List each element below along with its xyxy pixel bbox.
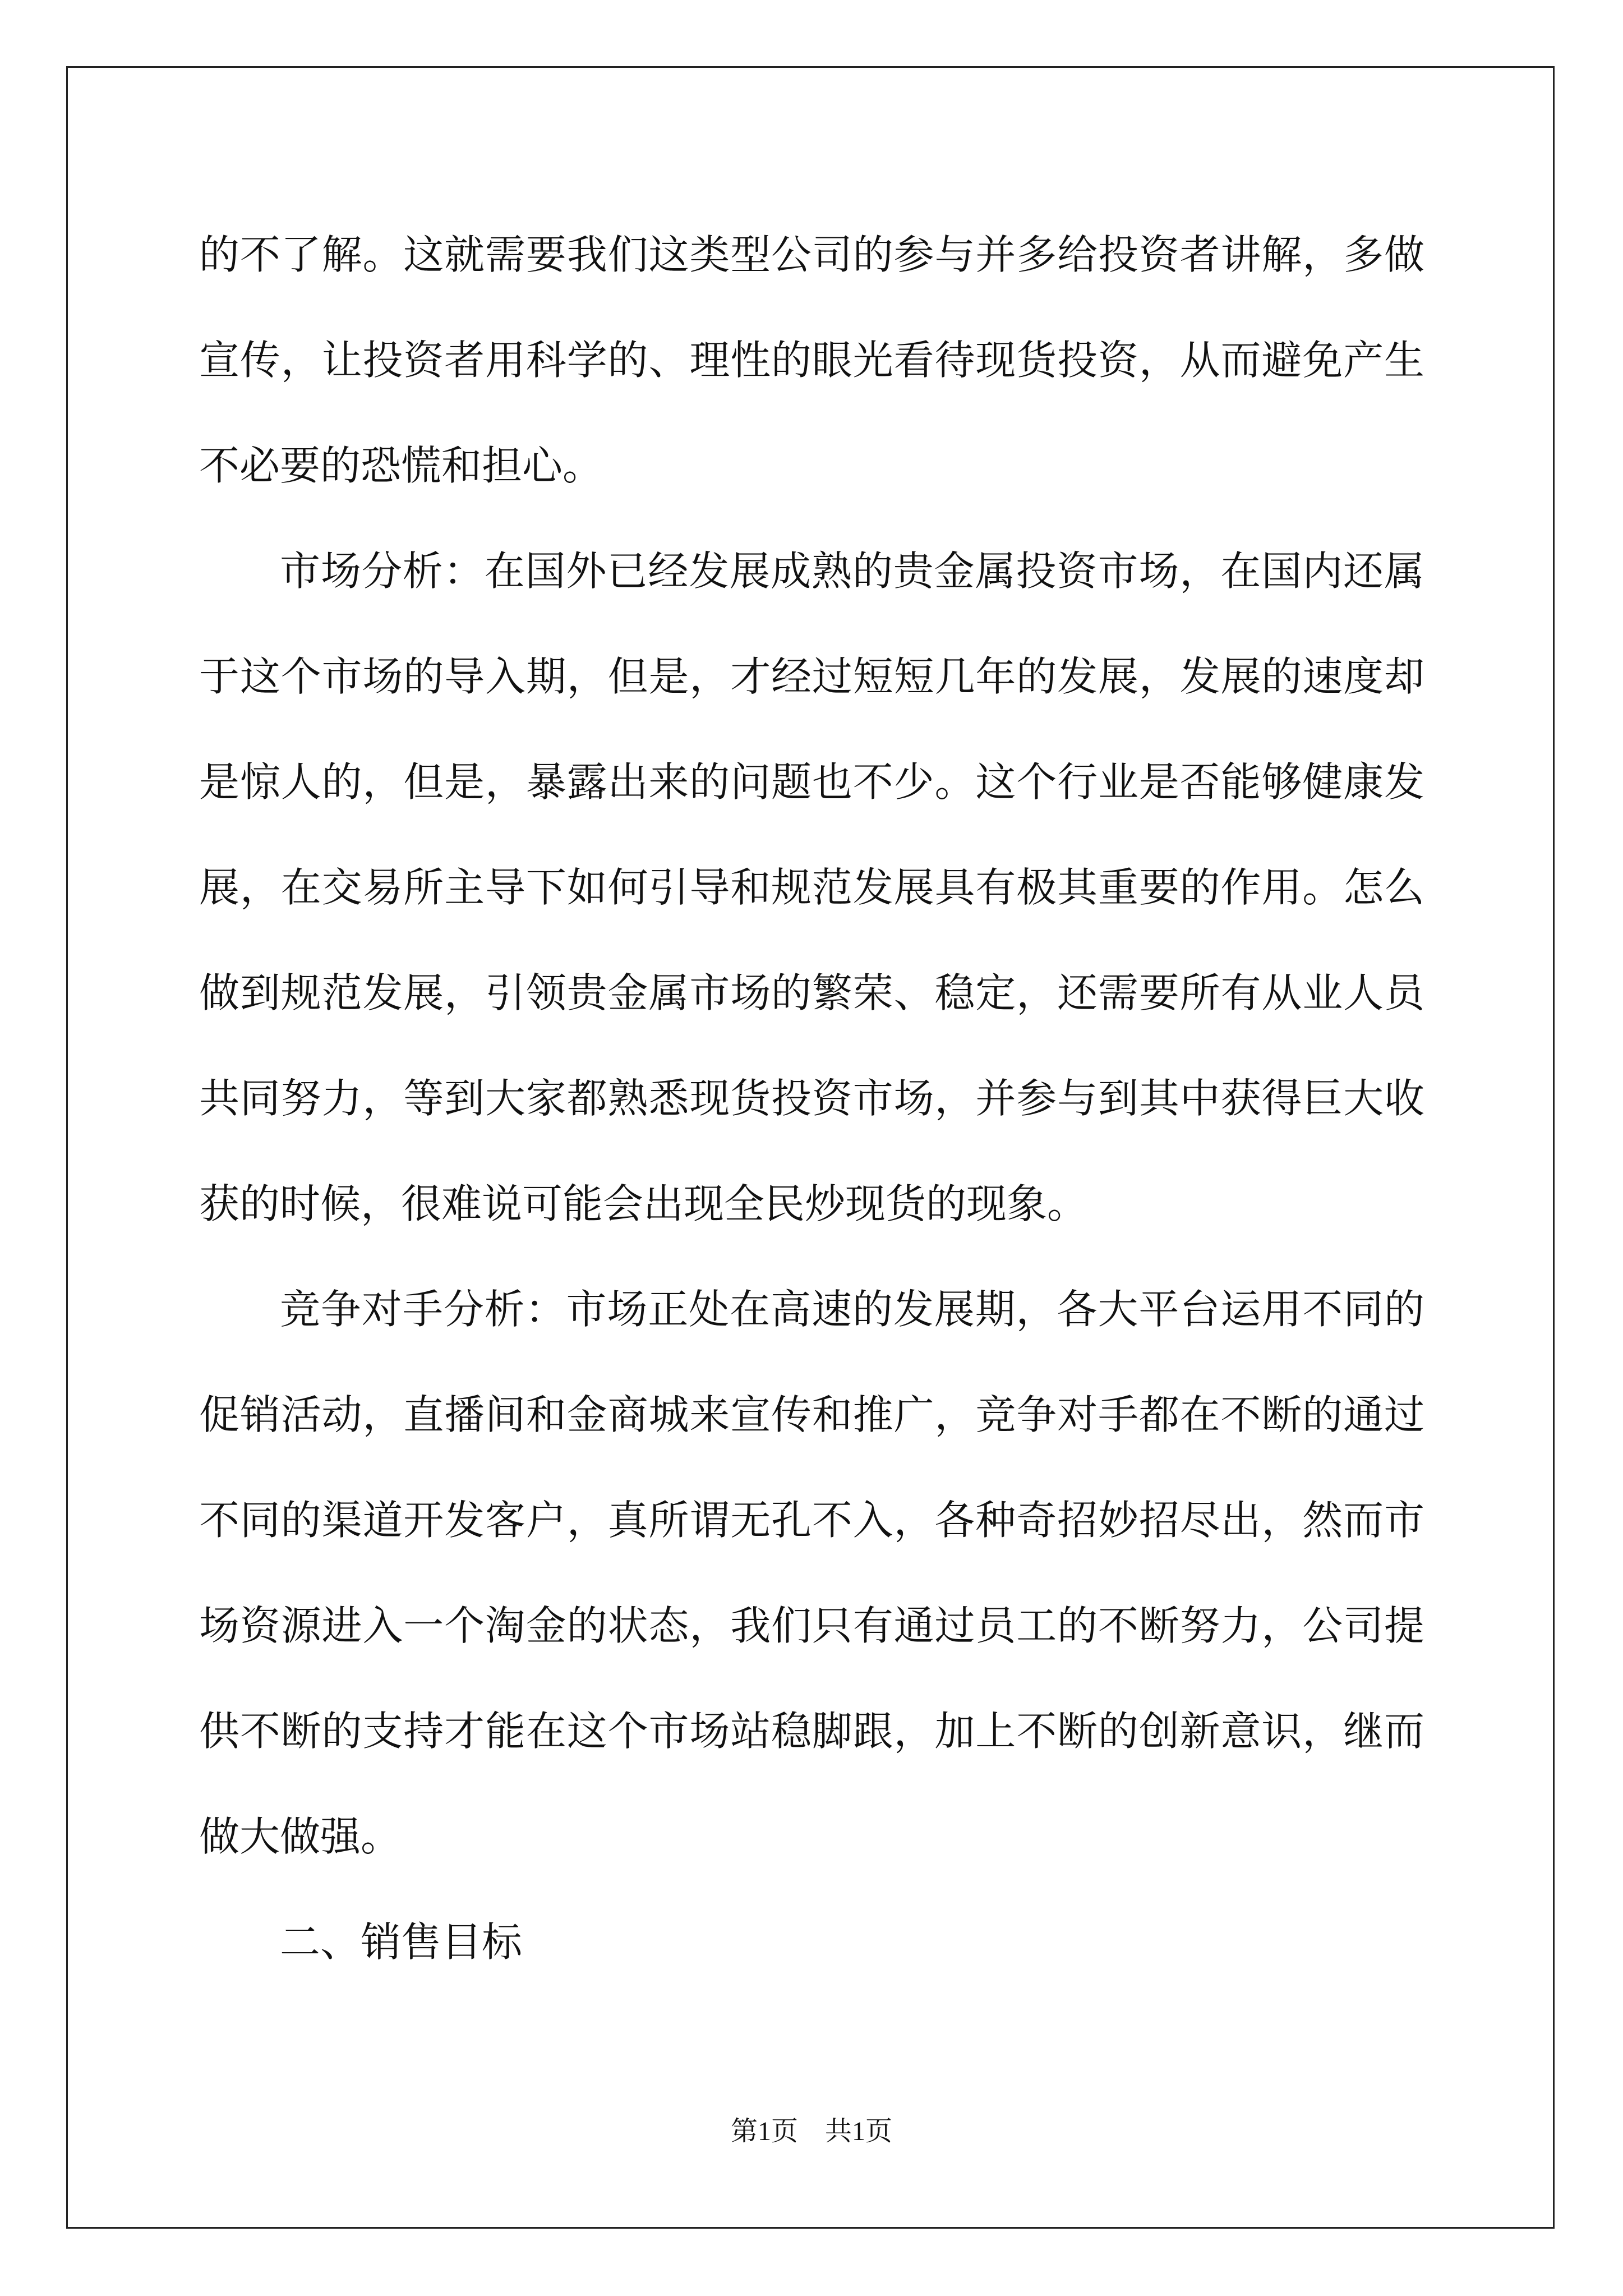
- page-number: 第1页 共1页: [730, 2116, 892, 2146]
- text-line: 供不断的支持才能在这个市场站稳脚跟，加上不断的创新意识，继而: [199, 1708, 1424, 1755]
- text-line: 不必要的恐慌和担心。: [199, 442, 603, 489]
- page-footer: [0, 2115, 1623, 2148]
- paragraph-start-line: 市场分析：在国外已经发展成熟的贵金属投资市场，在国内还属: [280, 547, 1424, 595]
- section-heading: 二、销售目标: [280, 1918, 523, 1966]
- text-line: 的不了解。这就需要我们这类型公司的参与并多给投资者讲解，多做: [199, 231, 1424, 278]
- text-line: 做到规范发展，引领贵金属市场的繁荣、稳定，还需要所有从业人员: [199, 969, 1424, 1016]
- text-line: 于这个市场的导入期，但是，才经过短短几年的发展，发展的速度却: [199, 653, 1424, 700]
- text-line: 是惊人的，但是，暴露出来的问题也不少。这个行业是否能够健康发: [199, 758, 1424, 806]
- paragraph-start-line: 竞争对手分析：市场正处在高速的发展期，各大平台运用不同的: [280, 1286, 1424, 1333]
- document-body: [199, 202, 1424, 1995]
- text-line: 获的时候，很难说可能会出现全民炒现货的现象。: [199, 1180, 1088, 1227]
- text-line: 促销活动，直播间和金商城来宣传和推广，竞争对手都在不断的通过: [199, 1391, 1424, 1438]
- text-line: 做大做强。: [199, 1813, 402, 1860]
- text-line: 场资源进入一个淘金的状态，我们只有通过员工的不断努力，公司提: [199, 1602, 1424, 1649]
- text-line: 不同的渠道开发客户，真所谓无孔不入，各种奇招妙招尽出，然而市: [199, 1497, 1424, 1544]
- text-line: 展，在交易所主导下如何引导和规范发展具有极其重要的作用。怎么: [199, 864, 1424, 911]
- text-line: 共同努力，等到大家都熟悉现货投资市场，并参与到其中获得巨大收: [199, 1075, 1424, 1122]
- text-line: 宣传，让投资者用科学的、理性的眼光看待现货投资，从而避免产生: [199, 337, 1424, 384]
